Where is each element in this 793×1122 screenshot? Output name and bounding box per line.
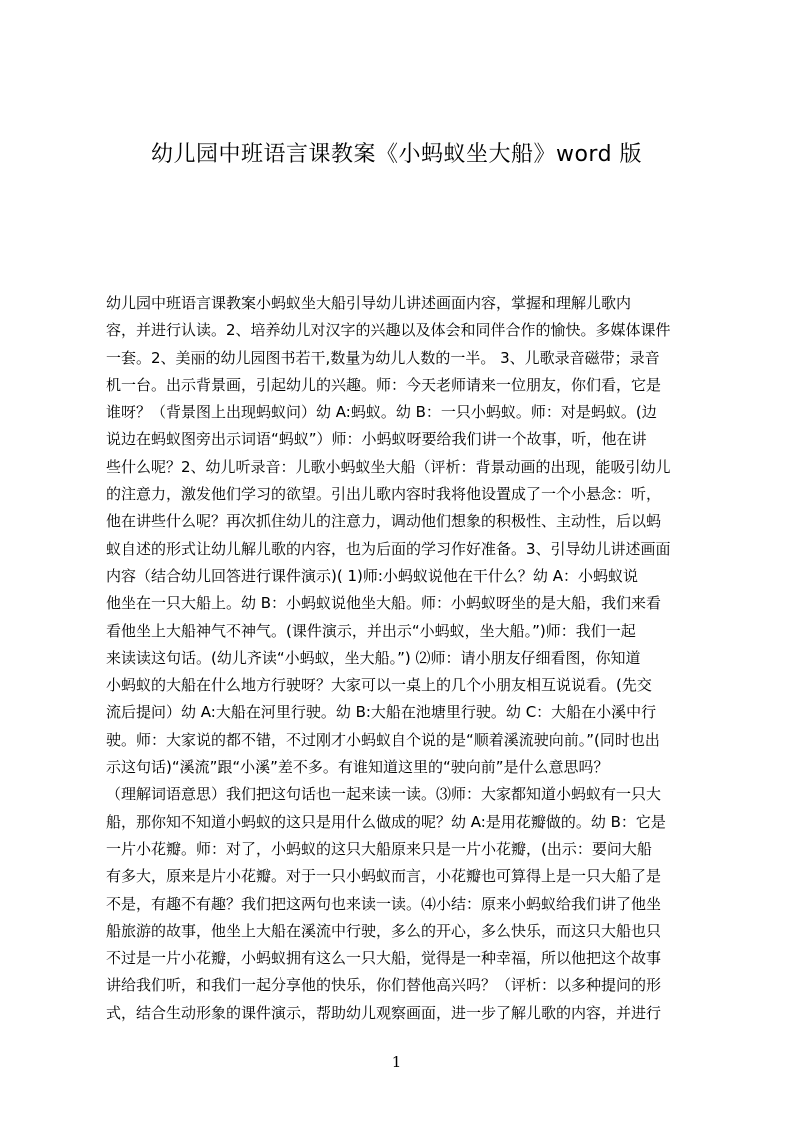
page-number: 1 [391,1053,402,1071]
body-line: 不过是一片小花瓣，小蚂蚁拥有这么一只大船，觉得是一种幸福，所以他把这个故事 [106,949,662,968]
body-line: 内容（结合幼儿回答进行课件演示)( 1)师:小蚂蚁说他在干什么？幼 A：小蚂蚁说 [106,566,638,585]
body-line: 驶。师：大家说的都不错，不过刚才小蚂蚁自个说的是“顺着溪流驶向前。”(同时也出 [106,730,660,749]
body-line: 蚁自述的形式让幼儿解儿歌的内容，也为后面的学习作好准备。3、引导幼儿讲述画面 [106,539,671,558]
body-line: 一套。2、美丽的幼儿园图书若干,数量为幼儿人数的一半。 3、儿歌录音磁带；录音 [106,348,660,367]
body-line: 一片小花瓣。师：对了，小蚂蚁的这只大船原来只是一片小花瓣，(出示：要问大船 [106,839,652,858]
body-line: 说边在蚂蚁图旁出示词语“蚂蚁”）师：小蚂蚁呀要给我们讲一个故事，听，他在讲 [106,430,647,449]
body-line: 船，那你知不知道小蚂蚁的这只是用什么做成的呢？幼 A:是用花瓣做的。幼 B：它是 [106,812,666,831]
body-line: 小蚂蚁的大船在什么地方行驶呀？大家可以一桌上的几个小朋友相互说说看。(先交 [106,676,652,695]
body-line: 他在讲些什么呢？再次抓住幼儿的注意力，调动他们想象的积极性、主动性，后以蚂 [106,512,662,531]
body-line: 幼儿园中班语言课教案小蚂蚁坐大船引导幼儿讲述画面内容，掌握和理解儿歌内 [106,294,632,312]
body-line: 谁呀？（背景图上出现蚂蚁问）幼 A:蚂蚁。幼 B：一只小蚂蚁。师：对是蚂蚁。(边 [106,403,657,422]
body-line: 他坐在一只大船上。幼 B：小蚂蚁说他坐大船。师：小蚂蚁呀坐的是大船，我们来看 [106,594,662,613]
body-line: 式，结合生动形象的课件演示，帮助幼儿观察画面，进一步了解儿歌的内容，并进行 [106,1003,662,1022]
body-line: 的注意力，激发他们学习的欲望。引出儿歌内容时我将他设置成了一个小悬念：听， [106,485,662,504]
body-line: 讲给我们听，和我们一起分享他的快乐，你们替他高兴吗？（评析：以多种提问的形 [106,976,662,995]
document-body [106,290,698,1022]
document-title: 幼儿园中班语言课教案《小蚂蚁坐大船》word 版 [150,142,643,167]
body-line: （理解词语意思）我们把这句话也一起来读一读。⑶师：大家都知道小蚂蚁有一只大 [106,785,662,804]
body-line: 些什么呢？2、幼儿听录音：儿歌小蚂蚁坐大船（评析：背景动画的出现，能吸引幼儿 [106,457,671,476]
body-line: 不是，有趣不有趣？我们把这两句也来读一读。⑷小结：原来小蚂蚁给我们讲了他坐 [106,894,662,913]
body-line: 容，并进行认读。2、培养幼儿对汉字的兴趣以及体会和同伴合作的愉快。多媒体课件 [106,321,671,340]
body-line: 船旅游的故事，他坐上大船在溪流中行驶，多么的开心，多么快乐，而这只大船也只 [106,921,662,940]
body-line: 示这句话)“溪流”跟“小溪”差不多。有谁知道这里的“驶向前”是什么意思吗？ [106,758,609,777]
body-line: 流后提问）幼 A:大船在河里行驶。幼 B:大船在池塘里行驶。幼 C：大船在小溪中行 [106,703,657,722]
body-line: 有多大，原来是片小花瓣。对于一只小蚂蚁而言，小花瓣也可算得上是一只大船了是 [106,867,662,886]
body-line: 看他坐上大船神气不神气。(课件演示，并出示“小蚂蚁，坐大船。”)师：我们一起 [106,621,636,640]
body-line: 机一台。出示背景画，引起幼儿的兴趣。师：今天老师请来一位朋友，你们看，它是 [106,375,662,394]
body-line: 来读读这句话。(幼儿齐读“小蚂蚁，坐大船。”) ⑵师：请小朋友仔细看图，你知道 [106,648,641,667]
